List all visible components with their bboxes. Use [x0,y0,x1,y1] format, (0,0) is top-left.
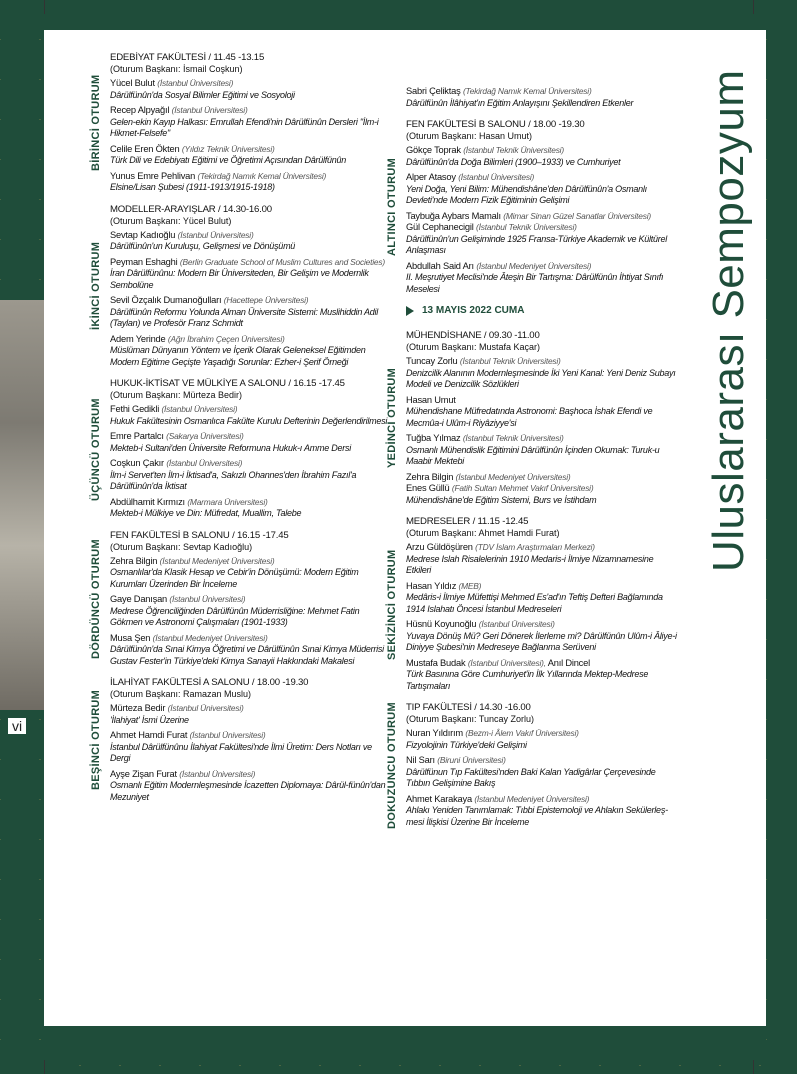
paper-title: İlm-i Servet'ten İlm-i İktisad'a, Sakızlı Ohannes'den İbrahim Fazıl'a Dârülfünûn'da İktisat [110,469,357,491]
paper-title: Osmanlı Mühendislik Eğitimini Dârülfünûn İçinden Okumak: Turuk-u Maabir Mektebi [406,444,660,466]
program-item [406,86,678,109]
author-affiliation: (İstanbul Medeniyet Üniversitesi) [455,471,571,482]
program-item [110,431,392,454]
author-name: Alper Atasoy [406,172,456,182]
paper-title: İstanbul Dârülfünûnu İlahiyat Fakültesi'nde İlmi Üretim: Ders Notları ve Dergi [110,741,372,763]
presenter-line [406,542,678,554]
program-item [110,458,392,493]
author-name: Ahmet Hamdi Furat [110,730,188,740]
session-header: EDEBİYAT FAKÜLTESİ / 11.45 -13.15 [110,52,265,63]
decorative-border-top [0,0,797,30]
program-item [406,356,678,391]
author-name: Adem Yerinde [110,333,166,344]
presenter-line [406,472,678,484]
paper-title: Denizcilik Alanının Modernleşmesinde İki Yeni Kanal: Yeni Deniz Subayı Modeli ve Denizcilik Sözlükleri [406,367,676,389]
author-affiliation: (İstanbul Teknik Üniversitesi) [463,145,564,155]
session-block [90,203,392,369]
session-header: FEN FAKÜLTESİ B SALONU / 16.15 -17.45 [110,529,289,541]
author-name: Arzu Güldöşüren [406,542,473,552]
session-header: FEN FAKÜLTESİ B SALONU / 18.00 -19.30 [406,119,585,130]
author-affiliation: (Biruni Üniversitesi) [437,755,506,765]
decorative-border-right [766,0,797,1074]
program-item [406,472,678,507]
author-name: Mustafa Budak [406,657,466,668]
session-header: MÜHENDİSHANE / 09.30 -11.00 [406,330,540,341]
chair-name: Mustafa Kaçar) [479,342,541,352]
historic-photo-strip [0,300,44,710]
session-block [386,701,678,829]
presenter-line [110,404,392,416]
page-title: Uluslararası Sempozyum [704,69,753,572]
chair-prefix: (Oturum Başkanı: [110,64,184,74]
session-chair [406,714,678,725]
paper-title: Dârülfünûn'da Doğa Bilimleri (1900–1933) ve Cumhuriyet [406,156,621,167]
presenter-line [110,769,392,781]
day-heading [406,305,678,316]
session-block [386,119,678,295]
author-affiliation: (Marmara Üniversitesi) [187,496,268,507]
presenter-line [110,230,392,242]
presenter-line [110,633,392,645]
author-name: Tuncay Zorlu [406,356,458,366]
author-affiliation: (İstanbul Teknik Üniversitesi) [476,222,577,232]
paper-title: Yeni Doğa, Yeni Bilim: Mühendishâne'den Dârülfünûn'a Osmanlı Devleti'nde Modern Fizik Eğitiminin Gelişimi [406,183,647,205]
session-chair [110,689,392,700]
presenter-line [110,105,392,117]
session-chair [110,216,392,227]
chair-name: Sevtap Kadıoğlu) [183,541,253,552]
crop-mark [44,1060,45,1074]
crop-mark [753,1060,754,1074]
middle-column [386,86,678,838]
paper-title: Fizyolojinin Türkiye'deki Gelişimi [406,739,527,750]
program-item [406,658,678,693]
author-affiliation: (Hacettepe Üniversitesi) [223,295,309,305]
presenter-line [406,581,678,593]
presenter-line [406,222,678,234]
presenter-line [110,171,392,183]
presenter-line [406,658,678,670]
program-item [110,334,392,369]
chair-prefix: (Oturum Başkanı: [406,342,480,352]
paper-title: Dârülfünûn'da Sosyal Bilimler Eğitimi ve Sosyoloji [110,89,295,100]
author-name: Gül Cephanecigil [406,222,474,232]
author-affiliation: (Berlin Graduate School of Muslim Cultures and Societies) [179,256,385,267]
author-name: Zehra Bilgin [406,471,454,482]
session-block [90,52,392,194]
program-item [110,230,392,253]
program-item [110,633,392,668]
author-affiliation: (İstanbul Üniversitesi) [458,172,535,182]
paper-title: Dârülfünûn'da Sınai Kimya Öğretimi ve Dârülfünûn Sınai Kimya Müderrisi Gustav Fester'in Türkiye'deki Kimya Sanayii Hakkındaki Makalesi [110,644,384,666]
paper-title: Medrese Islah Risalelerinin 1910 Medaris-i İlmiye Nizamnamesine Etkileri [406,553,654,575]
author-affiliation: (İstanbul Medeniyet Üniversitesi) [474,793,590,804]
author-affiliation: (İstanbul Üniversitesi), [467,657,546,668]
author-name: Nuran Yıldırım [406,728,463,738]
presenter-line [110,334,392,346]
session-label: YEDİNCİ OTURUM [386,367,398,468]
program-item [406,728,678,751]
presenter-line [406,755,678,767]
session-label: BİRİNCİ OTURUM [90,74,102,171]
author-name: Peyman Eshaghi [110,256,178,267]
program-item [110,497,392,520]
presenter-line [406,261,678,273]
author-name: Tuğba Yılmaz [406,433,461,443]
program-item [110,171,392,194]
author-affiliation: (İstanbul Üniversitesi) [157,78,234,88]
session-block [386,330,678,506]
presenter-line [406,728,678,740]
author-name: Abdullah Said Arı [406,260,474,271]
program-item [110,769,392,804]
presenter-line [406,211,678,223]
crop-mark [44,0,45,14]
presenter-line [406,86,678,98]
program-item [110,730,392,765]
program-item [110,78,392,101]
session-chair [406,528,678,539]
paper-title: Dârülfünûn'un Kuruluşu, Gelişmesi ve Dönüşümü [110,241,296,251]
paper-title: Medrese Öğrenciliğinden Dârülfünûn Müderrisliğine: Mehmet Fatin Gökmen ve Astronomi Çalışmaları (1901-1933) [110,605,360,627]
program-item [406,794,678,829]
author-affiliation: (Yıldız Teknik Üniversitesi) [181,143,275,154]
author-name: Ahmet Karakaya [406,793,472,804]
author-name: Sevil Özçalık Dumanoğulları [110,295,222,305]
author-affiliation: (Mimar Sinan Güzel Sanatlar Üniversitesi) [503,210,651,221]
paper-title: Yuvaya Dönüş Mü? Geri Dönerek İlerleme mi? Dârülfünûn Ulûm-i Âliye-i Diniyye Şubesi'nin Medreseye Bağlanma Serüveni [406,630,677,652]
author-name: Anıl Dincel [547,657,590,668]
paper-title: Hukuk Fakültesinin Osmanlıca Fakülte Kurulu Defterinin Değerlendirilmesi [110,415,388,426]
author-affiliation: (Tekirdağ Namık Kemal Üniversitesi) [462,86,592,96]
crop-mark [753,0,754,14]
chair-name: Ramazan Muslu) [183,689,252,699]
session-label: SEKİZİNCİ OTURUM [386,548,398,660]
session-chair [110,542,392,553]
chair-name: Hasan Umut) [479,131,533,141]
author-affiliation: (İstanbul Medeniyet Üniversitesi) [159,555,275,566]
author-affiliation: (Sakarya Üniversitesi) [166,431,244,441]
program-item [406,542,678,577]
program-item [406,261,678,296]
session-label: BEŞİNCİ OTURUM [90,689,102,790]
page-number: vi [8,718,26,734]
author-affiliation: (Fatih Sultan Mehmet Vakıf Üniversitesi) [451,483,594,493]
session-block [90,378,392,520]
session-header: TIP FAKÜLTESİ / 14.30 -16.00 [406,702,531,713]
author-affiliation: (İstanbul Üniversitesi) [167,703,244,713]
author-affiliation: (Ağrı İbrahim Çeçen Üniversitesi) [167,333,285,344]
chair-name: Tuncay Zorlu) [478,714,535,724]
presenter-line [110,257,392,269]
session-header: MODELLER-ARAYIŞLAR / 14.30-16.00 [110,203,272,215]
author-affiliation: (İstanbul Medeniyet Üniversitesi) [152,632,268,643]
program-item [110,556,392,591]
session-block [386,516,678,692]
paper-title: Müslüman Dünyanın Yöntem ve İçerik Olarak Geleneksel Eğitimden Modern Eğitime Geçişte Yaşadığı Sorunlar: Ezher-i Şerif Örneği [110,345,366,367]
author-affiliation: (İstanbul Üniversitesi) [171,105,248,115]
program-item [406,433,678,468]
program-item [110,404,392,427]
paper-title: Mekteb-i Sultani'den Üniversite Reformuna Hukuk-ı Amme Dersi [110,442,351,453]
session-label: DOKUZUNCU OTURUM [386,701,398,829]
session-header: İLAHİYAT FAKÜLTESİ A SALONU / 18.00 -19.30 [110,677,309,688]
author-name: Hasan Umut [406,394,456,405]
program-item [110,144,392,167]
author-affiliation: (Bezm-i Âlem Vakıf Üniversitesi) [465,728,579,738]
paper-title: Osmanlılar'da Klasik Hesap ve Cebir'in Dönüşümü: Modern Eğitim Kurumları Üzerinden Bir İnceleme [110,567,359,589]
author-name: Emre Partalcı [110,431,164,441]
author-name: Fethi Gedikli [110,404,160,414]
paper-title: Türk Basınına Göre Cumhuriyet'in İlk Yıllarında Mektep-Medrese Tartışmaları [406,669,649,691]
chair-name: Mürteza Bedir) [183,390,243,400]
author-name: Abdülhamit Kırmızı [110,496,185,507]
author-affiliation: (Tekirdağ Namık Kemal Üniversitesi) [197,170,327,181]
paper-title: Dârülfünûn İlâhiyat'ın Eğitim Anlayışını Şekillendiren Etkenler [406,97,634,108]
author-affiliation: (İstanbul Üniversitesi) [177,229,254,240]
paper-title: İran Dârülfünûnu: Modern Bir Üniversiteden, Bir Gelişim ve Modernlik Sembolüne [110,268,369,290]
paper-title: Dârülfünun Tıp Fakültesi'nden Baki Kalan Yadigârlar Çerçevesinde Tıbbın Gelişimine Bakış [406,766,656,788]
author-name: Celile Eren Ökten [110,143,180,154]
paper-title: Türk Dili ve Edebiyatı Eğitimi ve Öğretimi Açısından Dârülfünûn [110,155,347,165]
author-name: Yunus Emre Pehlivan [110,170,196,181]
session-chair [110,390,392,401]
program-item [406,755,678,790]
presenter-line [406,619,678,631]
paper-title: Mühendishâne'de Eğitim Sistemi, Burs ve İstihdam [406,494,597,505]
author-name: Zehra Bilgin [110,555,158,566]
session-label: DÖRDÜNCÜ OTURUM [90,538,102,659]
author-name: Recep Alpyağıl [110,105,170,115]
presenter-line [110,556,392,568]
presenter-line [110,295,392,307]
chair-prefix: (Oturum Başkanı: [110,215,183,226]
author-name: Enes Güllü [406,483,450,493]
author-affiliation: (İstanbul Teknik Üniversitesi) [459,356,561,366]
author-affiliation: (İstanbul Medeniyet Üniversitesi) [476,260,592,271]
play-arrow-icon [406,306,414,316]
chair-name: Ahmet Hamdi Furat) [478,528,560,538]
paper-title: Medâris-i İlmiye Müfettişi Mehmed Es'ad'ın Teftiş Defteri Bağlamında 1914 Islahatı Öncesi İstanbul Medreseleri [406,592,663,614]
session-label: ÜÇÜNCÜ OTURUM [90,397,102,501]
author-affiliation: (TDV İslam Araştırmaları Merkezi) [475,542,595,552]
author-name: Gaye Danışan [110,594,168,604]
paper-title: Elsine/Lisan Şubesi (1911-1913/1915-1918) [110,182,275,192]
session-label: ALTINCI OTURUM [386,157,398,256]
presenter-line [110,144,392,156]
paper-title: Ahlakı Yeniden Tanımlamak: Tıbbi Epistemoloji ve Ahlakın Sekülerleş-mesi İlişkisi Üzerine Bir İnceleme [406,805,668,827]
paper-title: Osmanlı Eğitim Modernleşmesinde İcazetten Diplomaya: Dârül-fünûn'dan Mezuniyet [110,780,386,802]
program-item [406,395,678,430]
presenter-line [110,497,392,509]
paper-title: Gelen-ekin Kayıp Halkası: Emrullah Efendi'nin Dârülfünûn Dersleri "İlm-i Hikmet-Felsefe" [110,116,379,138]
presenter-line [406,145,678,157]
presenter-line [406,794,678,806]
author-name: Coşkun Çakır [110,458,164,468]
day-heading-text: 13 MAYIS 2022 CUMA [422,305,525,316]
presenter-line [110,431,392,443]
session-label: İKİNCİ OTURUM [90,241,102,330]
program-item [406,619,678,654]
chair-name: İsmail Coşkun) [183,64,243,74]
chair-prefix: (Oturum Başkanı: [110,541,184,552]
author-affiliation: (İstanbul Üniversitesi) [161,404,238,414]
presenter-line [110,730,392,742]
program-item [110,703,392,726]
author-name: Musa Şen [110,632,151,643]
session-chair [406,342,678,353]
presenter-line [110,594,392,606]
presenter-line [406,172,678,184]
program-item [406,145,678,168]
chair-name: Yücel Bulut) [182,215,232,226]
author-name: Gökçe Toprak [406,145,461,155]
presenter-line [406,483,678,495]
program-item [110,257,392,292]
session-chair [406,131,678,142]
author-affiliation: (İstanbul Üniversitesi) [169,594,246,604]
presenter-line [406,433,678,445]
author-name: Hüsnü Koyunoğlu [406,619,477,629]
session-block [90,677,392,803]
session-header: MEDRESELER / 11.15 -12.45 [406,516,529,527]
presenter-line [110,458,392,470]
author-name: Taybuğa Aybars Mamalı [406,210,501,221]
author-name: Ayşe Zişan Furat [110,768,177,779]
author-name: Sabri Çeliktaş [406,86,461,96]
left-column [90,52,392,813]
presenter-line [406,395,678,407]
author-affiliation: (İstanbul Üniversitesi) [166,458,243,468]
chair-prefix: (Oturum Başkanı: [406,528,479,538]
chair-prefix: (Oturum Başkanı: [406,714,479,724]
program-item [406,172,678,207]
paper-title: Mekteb-i Mülkiye ve Din: Müfredat, Muallim, Talebe [110,508,302,518]
author-name: Yücel Bulut [110,78,155,88]
program-item [406,211,678,257]
chair-prefix: (Oturum Başkanı: [110,689,184,699]
author-name: Nil Sarı [406,755,435,765]
paper-title: 'İlahiyat' İsmi Üzerine [110,714,189,725]
session-chair [110,64,392,75]
paper-title: II. Meşrutiyet Meclisi'nde Âteşin Bir Tartışma: Dârülfünûn İhtiyat Sınıfı Meselesi [406,272,664,294]
program-item [110,295,392,330]
author-affiliation: (İstanbul Üniversitesi) [478,619,555,629]
program-item [110,594,392,629]
author-affiliation: (İstanbul Üniversitesi) [189,730,266,740]
paper-title: Mühendishane Müfredatında Astronomi: Başhoca İshak Efendi ve Mecmûa-i Ulûm-i Riyâziyye'si [406,406,653,428]
author-affiliation: (İstanbul Üniversitesi) [179,768,256,779]
presenter-line [110,78,392,90]
presenter-line [110,703,392,715]
chair-prefix: (Oturum Başkanı: [110,390,184,400]
author-affiliation: (İstanbul Teknik Üniversitesi) [462,433,564,443]
program-item [110,105,392,140]
author-name: Sevtap Kadıoğlu [110,229,176,240]
session-block [90,529,392,668]
presenter-line [406,356,678,368]
program-item [406,581,678,616]
decorative-border-bottom [0,1026,797,1074]
author-affiliation: (MEB) [458,580,482,591]
session-header: HUKUK-İKTİSAT VE MÜLKİYE A SALONU / 16.15 -17.45 [110,378,345,389]
paper-title: Dârülfünûn'un Gelişiminde 1925 Fransa-Türkiye Akademik ve Kültürel Anlaşması [406,233,668,255]
author-name: Hasan Yıldız [406,580,457,591]
author-name: Mürteza Bedir [110,703,166,713]
paper-title: Dârülfünûn Reformu Yolunda Alman Üniversite Sistemi: Muslihiddin Adil (Taylan) ve Profesör Franz Schmidt [110,306,379,328]
chair-prefix: (Oturum Başkanı: [406,131,480,141]
